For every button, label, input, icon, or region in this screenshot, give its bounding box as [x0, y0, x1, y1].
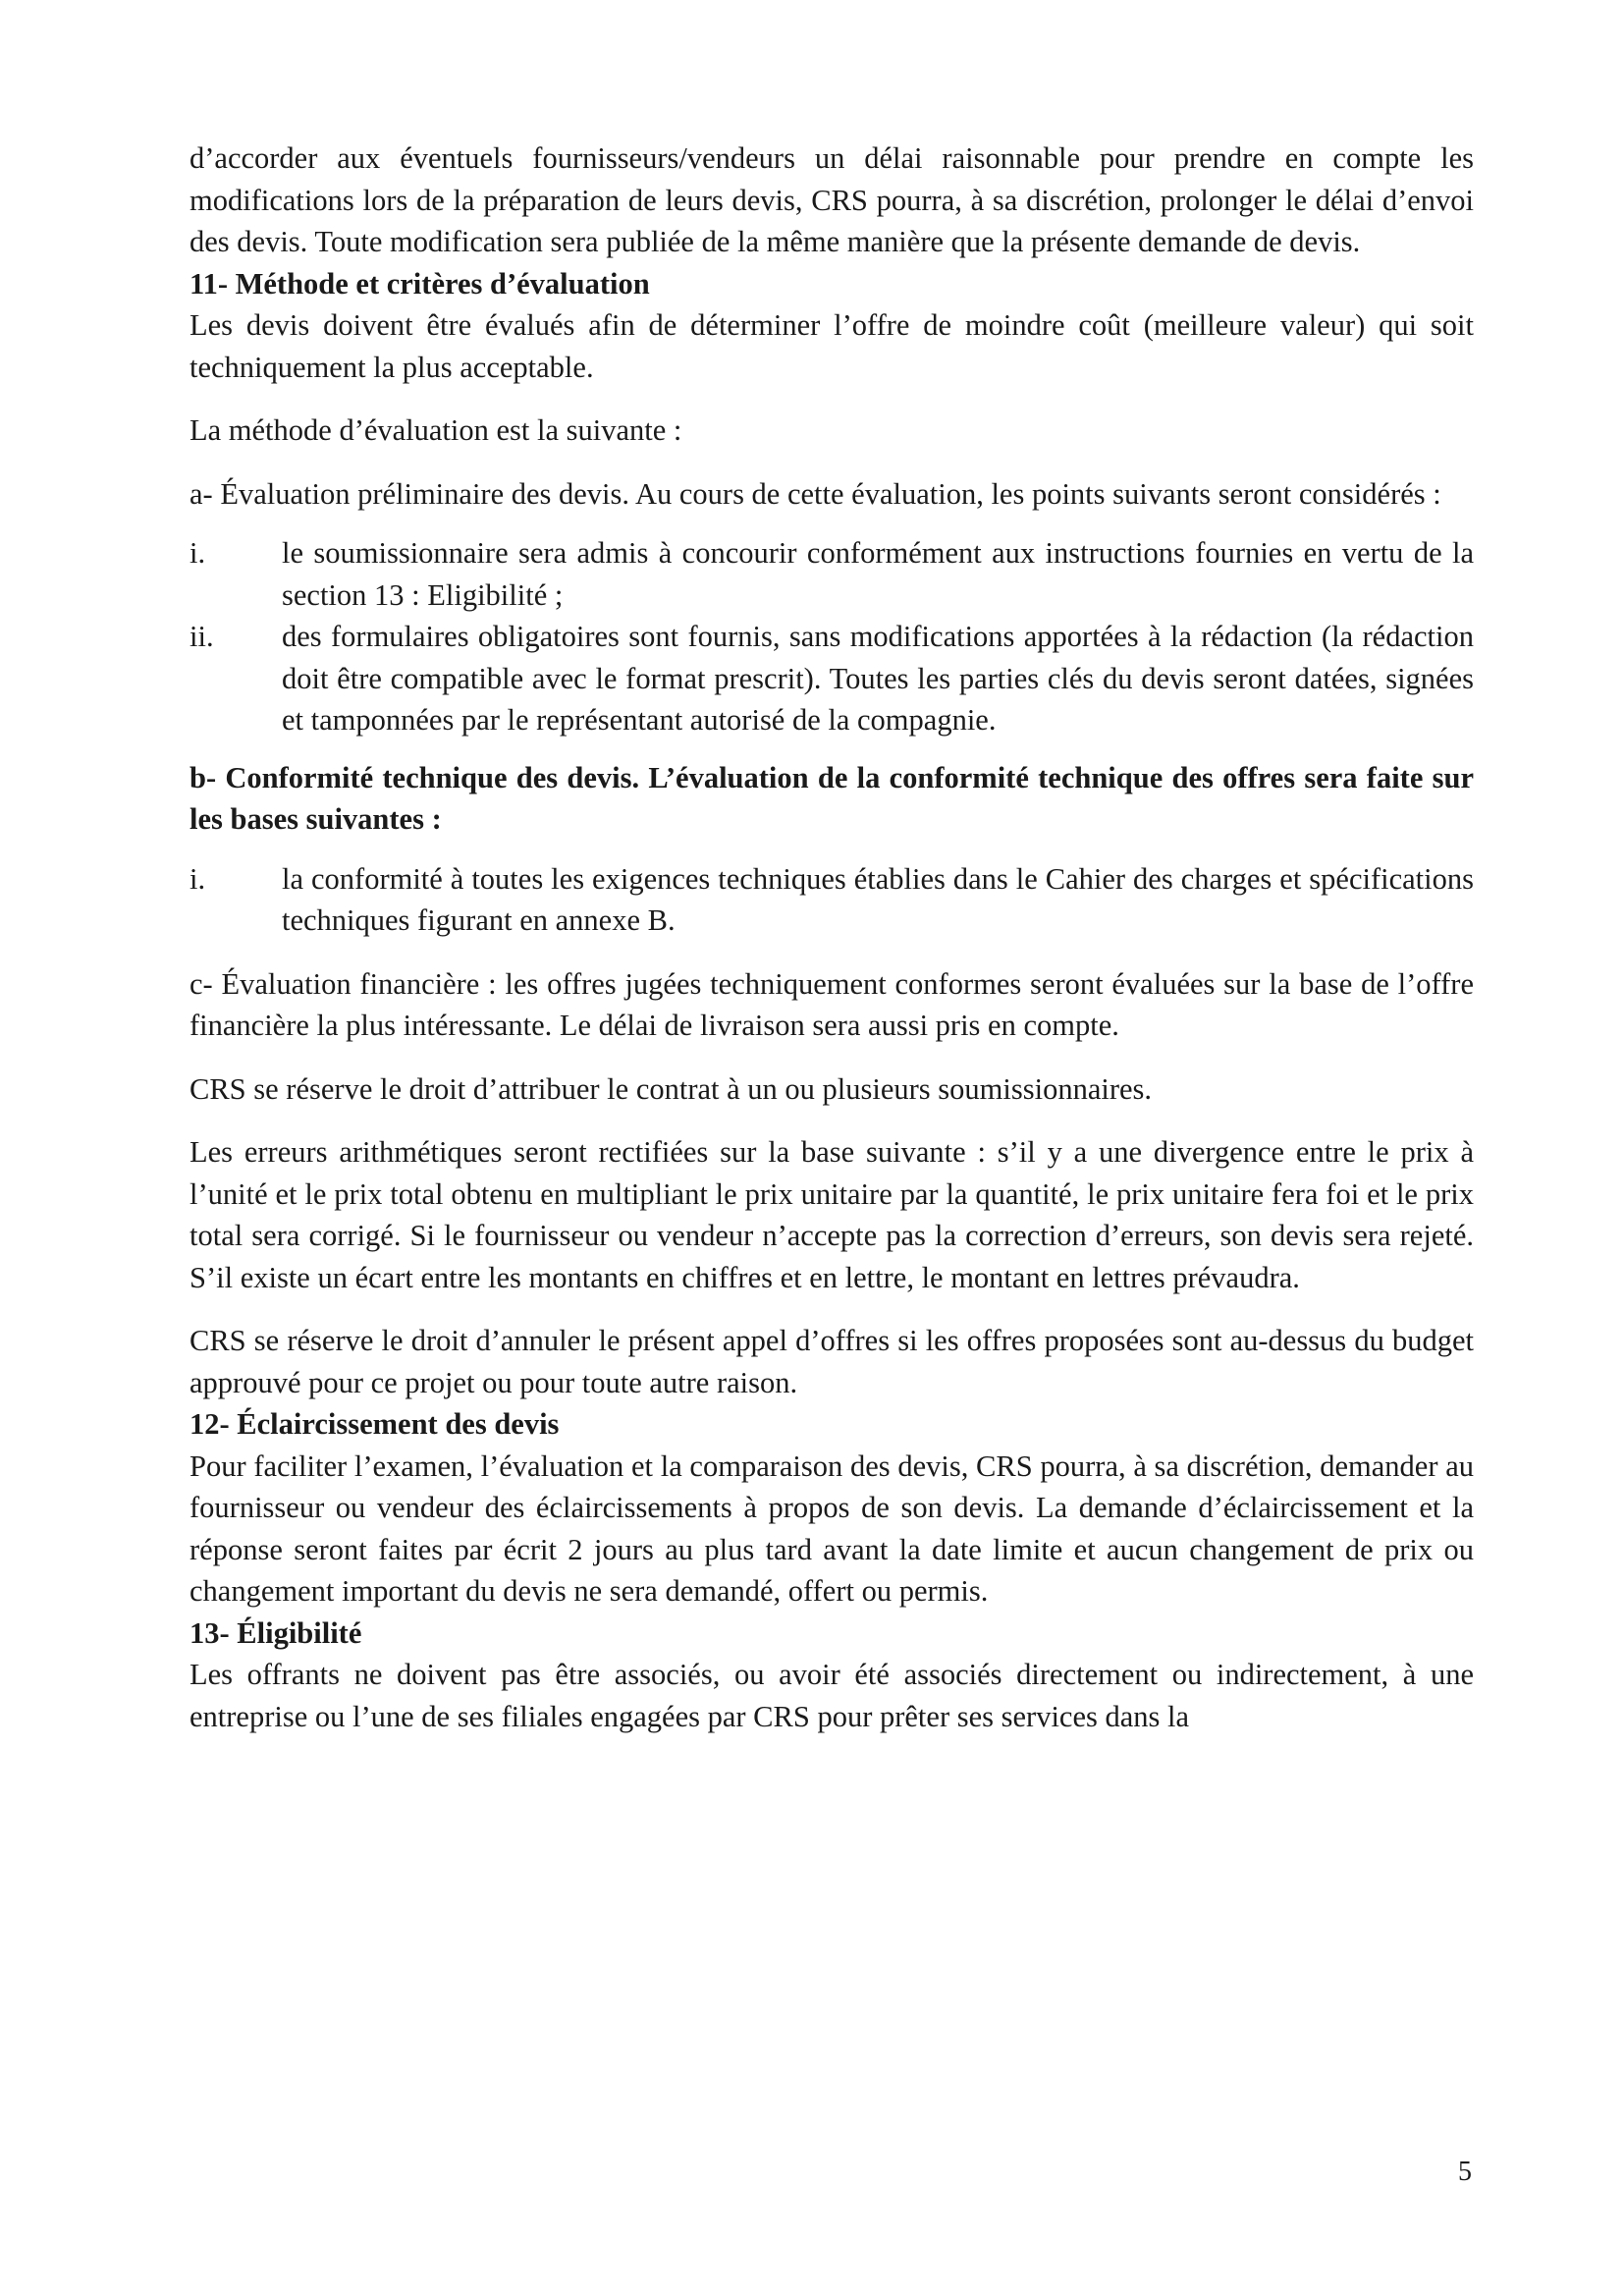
section-11-heading: 11- Méthode et critères d’évaluation [189, 266, 650, 301]
list-item-number: i. [189, 536, 206, 570]
criterion-c-text: c- Évaluation financière : les offres jugées techniquement conformes seront évaluées sur la base de l’offre financière la plus intéressante. Le délai de livraison sera aussi pris en compte. [189, 966, 1474, 1042]
document-body [189, 137, 1474, 1737]
list-item-text: le soumissionnaire sera admis à concourir conformément aux instructions fournies en vertu de la section 13 : Eligibilité ; [282, 536, 1474, 612]
reserve-cancel-paragraph: CRS se réserve le droit d’annuler le présent appel d’offres si les offres proposées sont au-dessus du budget approuvé pour ce projet ou pour toute autre raison. [189, 1324, 1474, 1399]
criterion-a-list [189, 532, 1474, 741]
arithmetic-errors-paragraph: Les erreurs arithmétiques seront rectifiées sur la base suivante : s’il y a une divergence entre le prix à l’unité et le prix total obtenu en multipliant le prix unitaire par la quantité, le prix unitaire fera foi et le prix total sera corrigé. Si le fournisseur ou vendeur n’accepte pas la correction d’erreurs, son devis sera rejeté. S’il existe un écart entre les montants en chiffres et en lettre, le montant en lettres prévaudra. [189, 1135, 1474, 1294]
section-13-heading: 13- Éligibilité [189, 1615, 362, 1650]
criterion-b-list [189, 858, 1474, 942]
evaluation-method-line: La méthode d’évaluation est la suivante : [189, 413, 682, 447]
section-12-body: Pour faciliter l’examen, l’évaluation et la comparaison des devis, CRS pourra, à sa discrétion, demander au fournisseur ou vendeur des éclaircissements à propos de son devis. La demande d’éclaircissement et la réponse seront faites par écrit 2 jours au plus tard avant la date limite et aucun changement de prix ou changement important du devis ne sera demandé, offert ou permis. [189, 1449, 1474, 1608]
section-11-intro: Les devis doivent être évalués afin de déterminer l’offre de moindre coût (meilleure valeur) qui soit techniquement la plus acceptable. [189, 308, 1474, 384]
criterion-b-text: b- Conformité technique des devis. L’évaluation de la conformité technique des offres sera faite sur les bases suivantes : [189, 760, 1474, 836]
intro-paragraph: d’accorder aux éventuels fournisseurs/vendeurs un délai raisonnable pour prendre en compte les modifications lors de la préparation de leurs devis, CRS pourra, à sa discrétion, prolonger le délai d’envoi des devis. Toute modification sera publiée de la même manière que la présente demande de devis. [189, 141, 1474, 258]
list-item-text: des formulaires obligatoires sont fournis, sans modifications apportées à la rédaction (la rédaction doit être compatible avec le format prescrit). Toutes les parties clés du devis seront datées, signées et tamponnées par le représentant autorisé de la compagnie. [282, 620, 1474, 737]
list-item [189, 616, 1474, 741]
section-13-body: Les offrants ne doivent pas être associés, ou avoir été associés directement ou indirectement, à une entreprise ou l’une de ses filiales engagées par CRS pour prêter ses services dans la [189, 1658, 1474, 1733]
list-item-number: i. [189, 861, 206, 896]
section-12-heading: 12- Éclaircissement des devis [189, 1407, 560, 1441]
list-item-number: ii. [189, 620, 214, 653]
list-item-text: la conformité à toutes les exigences techniques établies dans le Cahier des charges et spécifications techniques figurant en annexe B. [282, 861, 1474, 937]
criterion-a-text: a- Évaluation préliminaire des devis. Au cours de cette évaluation, les points suivants seront considérés : [189, 476, 1441, 511]
list-item [189, 532, 1474, 616]
reserve-award-paragraph: CRS se réserve le droit d’attribuer le contrat à un ou plusieurs soumissionnaires. [189, 1071, 1153, 1106]
page-number: 5 [1458, 2157, 1472, 2187]
list-item [189, 858, 1474, 942]
